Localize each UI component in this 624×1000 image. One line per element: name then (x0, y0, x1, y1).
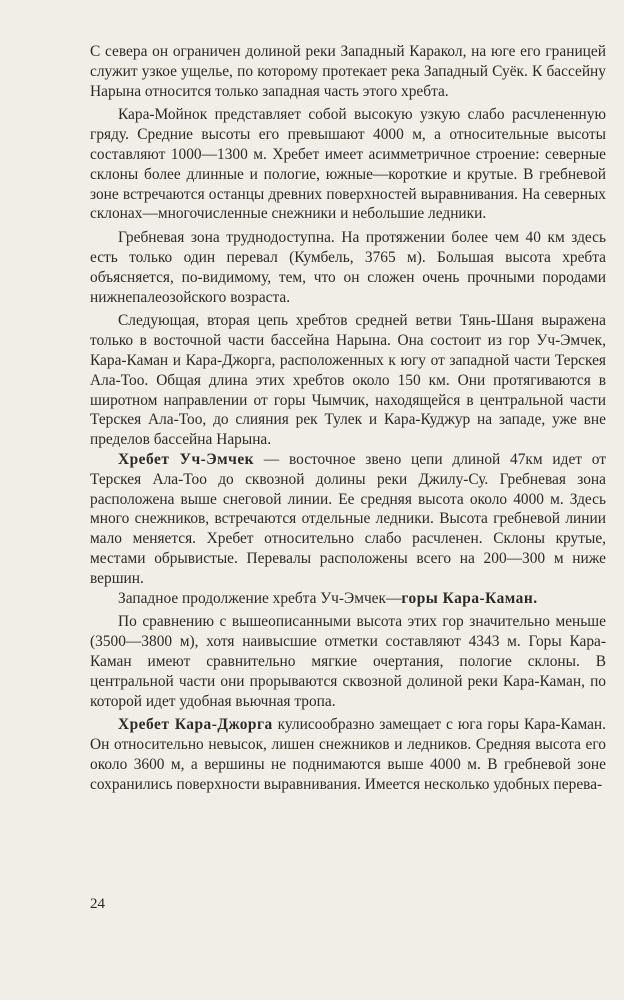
paragraph-text: Кара-Мойнок представляет собой высокую узкую слабо расчлененную гряду. Средние высоты его превышают 4000 м, а относительные высоты составляют 1000—1300 м. Хребет имеет асимметричное строение: северные склоны более длинные и пологие, южные—короткие и крутые. В гребневой зоне встречаются останцы древних поверхностей выравнивания. На северных склонах—многочисленные снежники и небольшие ледники. (90, 106, 606, 223)
paragraph-2 (90, 105, 606, 224)
paragraph-text: Следующая, вторая цепь хребтов средней ветви Тянь-Шаня выражена только в восточной части бассейна Нарына. Она состоит из гор Уч-Эмчек, Кара-Каман и Кара-Джорга, расположенных к югу от западной части Терскея Ала-Тоо. Общая длина этих хребтов около 150 км. Они протягиваются в широтном направлении от горы Чымчик, находящейся в центральной части Терскея Ала-Тоо, до слияния рек Тулек и Кара-Куджур на западе, уже вне пределов бассейна Нарына. (90, 312, 606, 449)
ridge-name-kara-kaman: горы Кара-Каман. (401, 589, 538, 607)
paragraph-4 (90, 311, 606, 450)
ridge-name-kara-dzhorga: Хребет Кара-Джорга (118, 716, 273, 734)
page-number: 24 (90, 896, 105, 912)
paragraph-text: С севера он ограничен долиной реки Западный Каракол, на юге его границей служит узкое ущелье, по которому протекает река Западный Суёк. К бассейну Нарына относится только западная часть этого хребта. (90, 43, 606, 100)
paragraph-text: Западное продолжение хребта Уч-Эмчек— (118, 589, 402, 607)
paragraph-3 (90, 228, 606, 307)
ridge-name-uch-emchek: Хребет Уч-Эмчек (118, 450, 255, 468)
paragraph-text: По сравнению с вышеописанными высота этих гор значительно меньше (3500—3800 м), хотя наивысшие отметки составляют 4343 м. Горы Кара-Каман имеют сравнительно мягкие очертания, пологие склоны. В центральной части они прорываются сквозной долиной реки Кара-Каман, по которой идет удобная вьючная тропа. (90, 613, 606, 710)
paragraph-text: Гребневая зона труднодоступна. На протяжении более чем 40 км здесь есть только один перевал (Кумбель, 3765 м). Большая высота хребта объясняется, по-видимому, тем, что он сложен очень прочными породами нижнепалеозойского возраста. (90, 229, 606, 306)
paragraph-7 (90, 612, 606, 711)
paragraph-1 (90, 42, 606, 101)
body-text (90, 42, 606, 794)
paragraph-8 (90, 715, 606, 794)
paragraph-text: кулисообразно замещает с юга горы Кара-Каман. Он относительно невысок, лишен снежников и ледников. Средняя высота его около 3600 м, а вершины не поднимаются выше 4000 м. В гребневой зоне сохранились поверхности выравнивания. Имеется несколько удобных перева- (90, 716, 607, 793)
paragraph-6 (90, 589, 606, 609)
paragraph-text: — восточное звено цепи длиной 47км идет от Терскея Ала-Тоо до сквозной долины реки Джилу-Су. Гребневая зона расположена выше снеговой линии. Ее средняя высота около 4000 м. Здесь много снежников, встречаются отдельные ледники. Высота гребневой линии мало меняется. Хребет относительно слабо расчленен. Склоны крутые, местами обрывистые. Перевалы расположены всего на 200—300 м ниже вершин. (90, 450, 606, 587)
paragraph-5 (90, 450, 606, 589)
